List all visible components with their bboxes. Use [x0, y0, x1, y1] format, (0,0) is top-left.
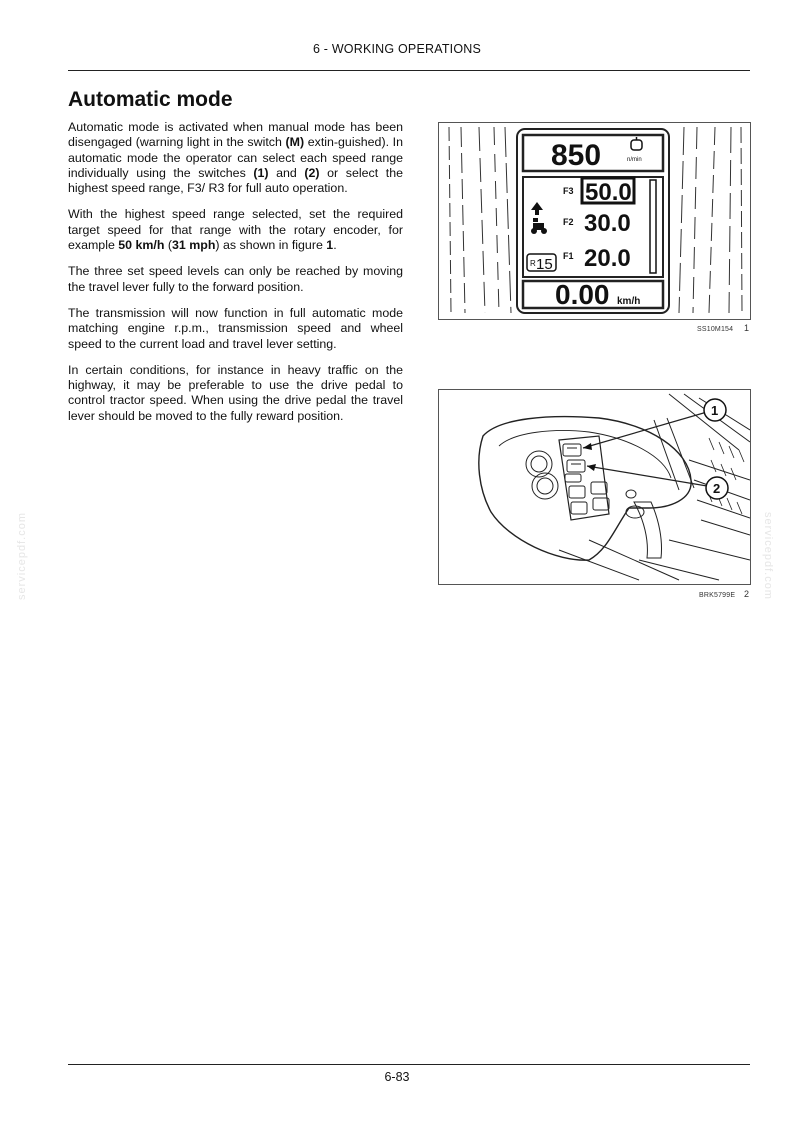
bold-run: 1 [326, 238, 334, 253]
range-label-f1: F1 [563, 251, 574, 261]
text-run: ( [164, 238, 173, 253]
bold-run: 50 km/h [118, 238, 165, 253]
bold-run: (1) [253, 165, 269, 180]
figure-1-display [438, 122, 751, 320]
range-value-f1: 20.0 [584, 245, 631, 272]
range-label-f3: F3 [563, 186, 574, 196]
bold-run: (2) [304, 165, 320, 180]
text-run: In certain conditions, for instance in heavy traffic on the highway, it may be preferable to use the drive pedal to control tractor speed. When using the drive pedal the travel lever should be moved to the fully reward position. [68, 362, 403, 423]
text-run: With the highest speed range selected, set the required target speed for that range with the rotary encoder, for example [68, 207, 403, 253]
rpm-value: 850 [551, 139, 602, 172]
paragraph-5 [68, 363, 403, 424]
text-run: Automatic mode is activated when manual mode has been disengaged (warning light in the switch [68, 120, 403, 150]
reverse-label: R [530, 259, 536, 268]
reverse-value: 15 [536, 256, 553, 273]
paragraph-2 [68, 207, 403, 253]
paragraph-3 [68, 264, 403, 295]
body-text [68, 120, 403, 435]
text-run: . [333, 238, 337, 253]
figure-1-caption: SS10M154 [697, 326, 734, 333]
figure-1-number: 1 [744, 323, 750, 333]
bold-run: 31 mph [172, 238, 216, 253]
watermark-left: servicepdf.com [16, 512, 28, 600]
range-value-f2: 30.0 [584, 210, 631, 237]
speed-unit: km/h [617, 296, 641, 307]
text-run: extin-guished). In automatic mode the operator can select each speed range individually using the switches [68, 135, 403, 180]
callout-2: 2 [713, 481, 721, 496]
text-run: The transmission will now function in full automatic mode matching engine r.p.m., transmission speed and wheel speed to the current load and travel lever setting. [68, 305, 403, 351]
text-run: ) as shown in figure [215, 238, 327, 253]
footer-rule [68, 1064, 750, 1065]
speed-value: 0.00 [555, 279, 610, 310]
text-run: or select the highest speed range, F3/ R3 for full auto operation. [68, 165, 403, 196]
figure-2-number: 2 [744, 589, 750, 599]
page-title: Automatic mode [68, 88, 233, 111]
rpm-unit: n/min [627, 157, 642, 163]
callout-1: 1 [711, 403, 719, 418]
text-run: and [268, 165, 305, 180]
figure-2-caption: BRK5799E [699, 592, 736, 599]
figure-2-armrest-switches [438, 389, 751, 585]
paragraph-4 [68, 306, 403, 352]
bold-run: (M) [285, 135, 305, 150]
header-rule [68, 70, 750, 71]
section-header: 6 - WORKING OPERATIONS [312, 42, 482, 56]
text-run: The three set speed levels can only be reached by moving the travel lever fully to the forward position. [68, 264, 403, 294]
range-value-f3: 50.0 [585, 179, 632, 206]
watermark-right: servicepdf.com [762, 512, 774, 600]
range-label-f2: F2 [563, 217, 574, 227]
paragraph-1 [68, 120, 403, 196]
page-number: 6-83 [384, 1070, 410, 1084]
